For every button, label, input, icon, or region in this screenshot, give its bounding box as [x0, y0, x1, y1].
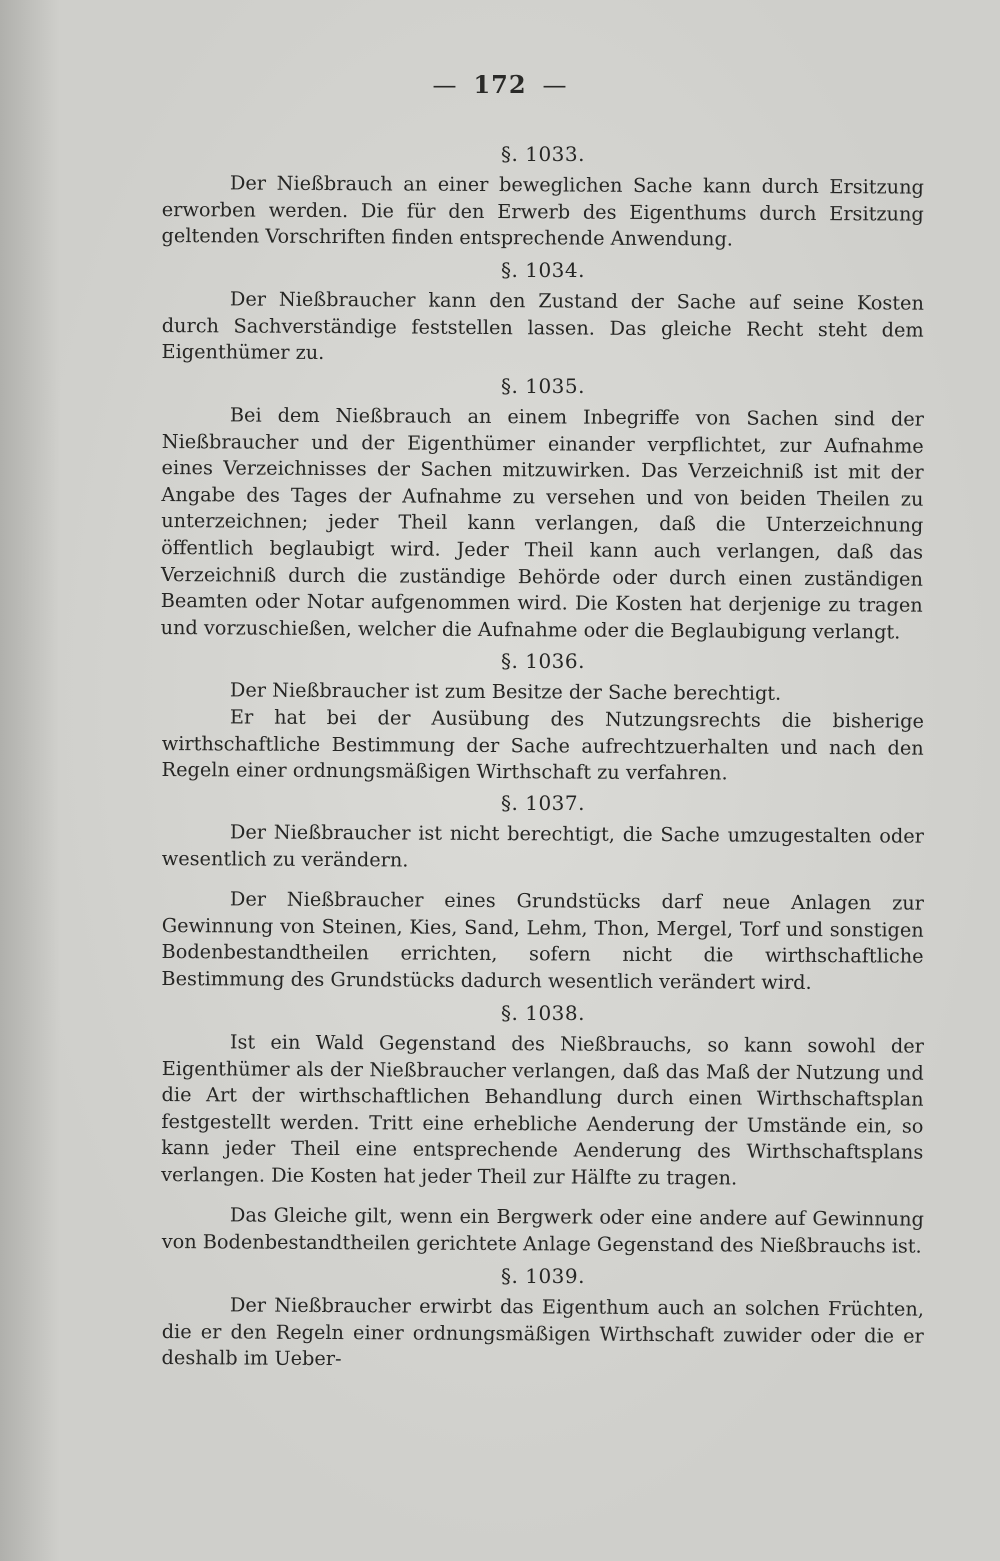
page-header: [0, 70, 1000, 99]
section-paragraph: Der Nießbraucher erwirbt das Eigenthum auch an solchen Früchten, die er den Regeln einer ordnungsmäßigen Wirthschaft zuwider oder die er deshalb im Ueber-: [161, 1293, 924, 1370]
section-paragraph: Der Nießbraucher ist nicht berechtigt, die Sache umzugestalten oder wesentlich zu verändern.: [161, 820, 924, 872]
section-title: §. 1036.: [501, 648, 585, 673]
section-title: §. 1034.: [501, 257, 585, 282]
section-1036: [162, 647, 924, 783]
section-paragraph: Ist ein Wald Gegenstand des Nießbrauchs, so kann sowohl der Eigenthümer als der Nießbraucher verlangen, daß das Maß der Nutzung und die Art der wirthschaftlichen Behandlung durch einen Wirthschaftsplan festgestellt werden. Tritt eine erhebliche Aenderung der Umstände ein, so kann jeder Theil eine entsprechende Aenderung des Wirthschaftsplans verlangen. Die Kosten hat jeder Theil zur Hälfte zu tragen.: [161, 1030, 924, 1190]
section-title: §. 1039.: [501, 1263, 585, 1288]
section-paragraph: Der Nießbrauch an einer beweglichen Sache kann durch Ersitzung erworben werden. Die für den Erwerb des Eigenthums durch Ersitzung geltenden Vorschriften finden entsprechende Anwendung.: [161, 171, 924, 251]
section-paragraph: Der Nießbraucher eines Grundstücks darf neue Anlagen zur Gewinnung von Steinen, Kies, Sand, Lehm, Thon, Mergel, Torf und sonstigen Bodenbestandtheilen errichten, sofern nicht die wirthschaftliche Bestimmung des Grundstücks dadurch wesentlich verändert wird.: [161, 887, 924, 995]
section-paragraph: Bei dem Nießbrauch an einem Inbegriffe von Sachen sind der Nießbraucher und der Eigenthümer einander verpflichtet, zur Aufnahme eines Verzeichnisses der Sachen mitzuwirken. Das Verzeichniß ist mit der Angabe des Tages der Aufnahme zu versehen und von beiden Theilen zu unterzeichnen; jeder Theil kann verlangen, daß die Unterzeichnung öffentlich beglaubigt wird. Jeder Theil kann auch verlangen, daß das Verzeichniß durch die zuständige Behörde oder durch einen zuständigen Beamten oder Notar aufgenommen wird. Die Kosten hat derjenige zu tragen und vorzuschießen, welcher die Aufnahme oder die Beglaubigung verlangt.: [160, 402, 924, 643]
section-1033: [162, 140, 924, 250]
section-1035: [162, 372, 924, 641]
section-1038: [162, 999, 924, 1256]
section-paragraph: Das Gleiche gilt, wenn ein Bergwerk oder eine andere auf Gewinnung von Bodenbestandtheilen gerichtete Anlage Gegenstand des Nießbrauchs ist.: [161, 1203, 924, 1258]
section-paragraph: Der Nießbraucher kann den Zustand der Sache auf seine Kosten durch Sachverständige feststellen lassen. Das gleiche Recht steht dem Eigenthümer zu.: [161, 287, 924, 364]
section-paragraph: Er hat bei der Ausübung des Nutzungsrechts die bisherige wirthschaftliche Bestimmung der Sache aufrechtzuerhalten und nach den Regeln einer ordnungsmäßigen Wirthschaft zu verfahren.: [161, 704, 924, 785]
header-dash-left: —: [432, 71, 458, 99]
section-1039: [162, 1262, 924, 1372]
section-title: §. 1038.: [501, 1000, 585, 1025]
section-1037: [162, 789, 924, 993]
page-number: 172: [473, 70, 527, 99]
section-1034: [162, 256, 924, 366]
header-dash-right: —: [542, 71, 568, 99]
page-body: [162, 140, 924, 1371]
section-title: §. 1033.: [501, 142, 585, 166]
section-paragraph: Der Nießbraucher ist zum Besitze der Sache berechtigt.: [229, 678, 782, 705]
section-title: §. 1037.: [501, 791, 585, 816]
section-title: §. 1035.: [501, 373, 585, 398]
binding-shadow: [0, 0, 60, 1561]
